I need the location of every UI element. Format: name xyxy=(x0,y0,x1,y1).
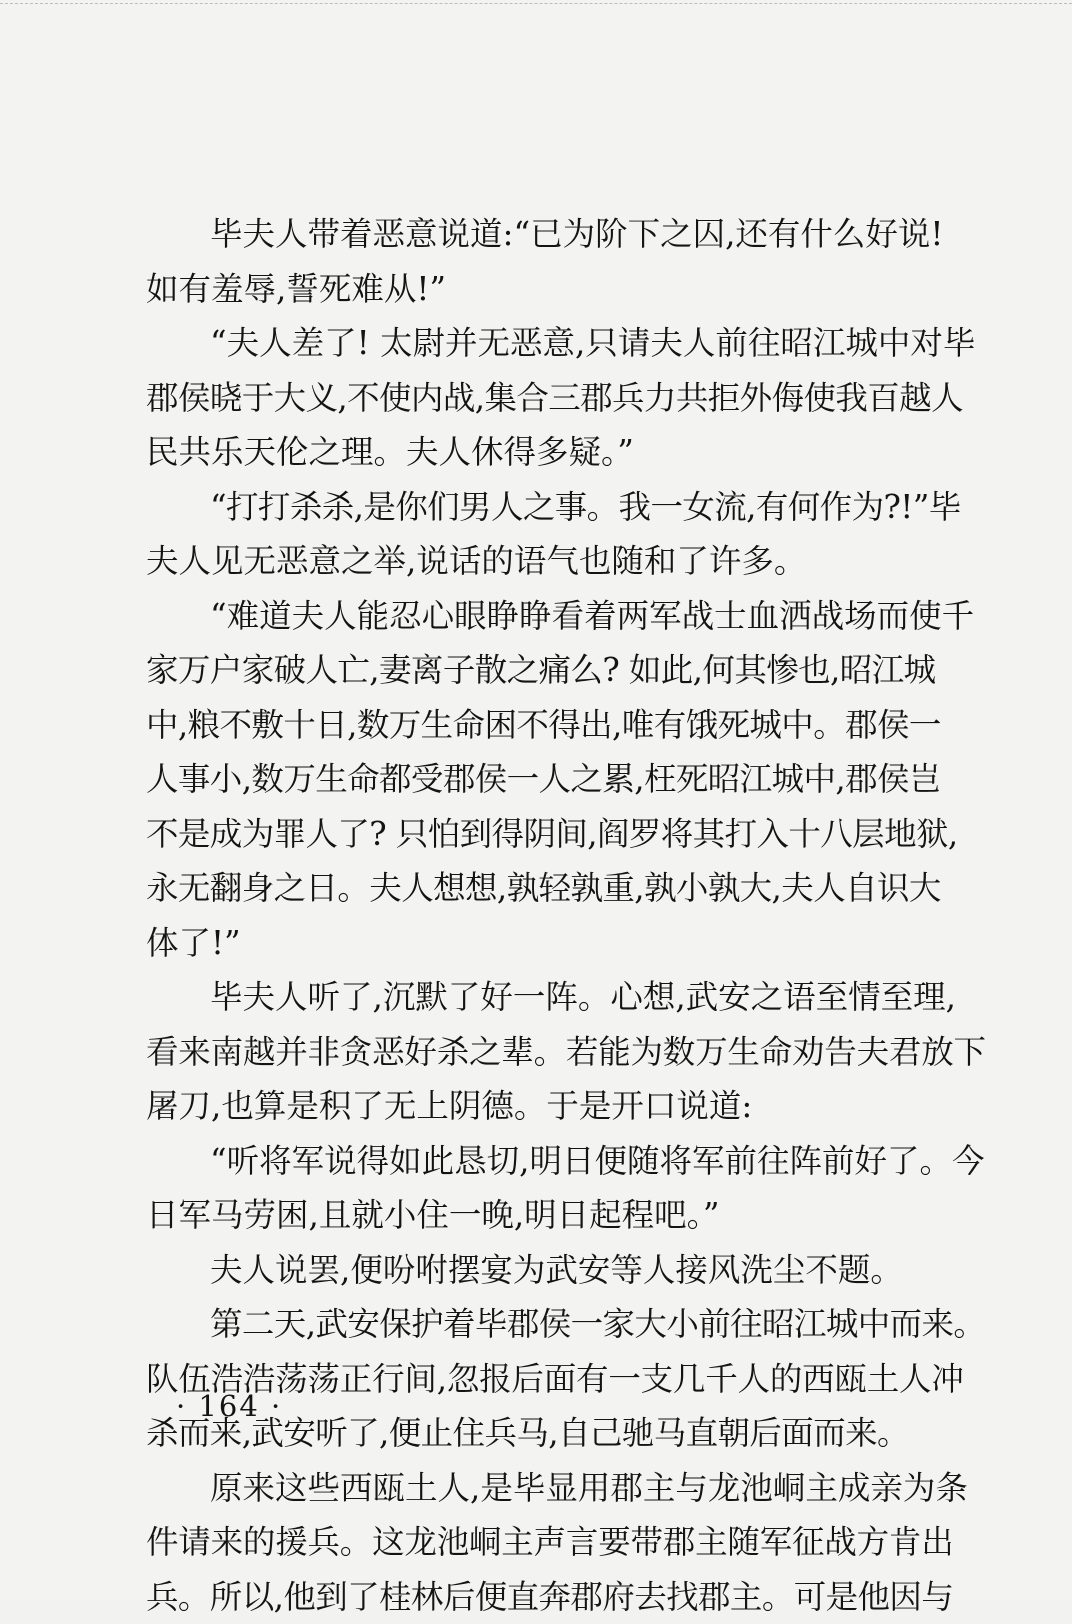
text-line: 件请来的援兵。这龙池峒主声言要带郡主随军征战方肯出 xyxy=(146,1515,946,1570)
text-line: 队伍浩浩荡荡正行间,忽报后面有一支几千人的西瓯土人冲 xyxy=(146,1352,946,1407)
page-number: · 164 · xyxy=(176,1386,282,1426)
text-line: 夫人见无恶意之举,说话的语气也随和了许多。 xyxy=(146,534,946,589)
text-line: 民共乐天伦之理。夫人休得多疑。” xyxy=(146,425,946,480)
text-line: 夫人说罢,便吩咐摆宴为武安等人接风洗尘不题。 xyxy=(146,1243,946,1298)
text-line: “难道夫人能忍心眼睁睁看着两军战士血洒战场而使千 xyxy=(146,589,946,644)
text-line: 郡侯晓于大义,不使内战,集合三郡兵力共拒外侮使我百越人 xyxy=(146,371,946,426)
text-line: 如有羞辱,誓死难从!” xyxy=(146,262,946,317)
text-line: 兵。所以,他到了桂林后便直奔郡府去找郡主。可是他因与 xyxy=(146,1570,946,1624)
text-line: 日军马劳困,且就小住一晚,明日起程吧。” xyxy=(146,1188,946,1243)
text-line: 毕夫人听了,沉默了好一阵。心想,武安之语至情至理, xyxy=(146,970,946,1025)
text-line: 第二天,武安保护着毕郡侯一家大小前往昭江城中而来。 xyxy=(146,1297,946,1352)
text-line: 原来这些西瓯土人,是毕显用郡主与龙池峒主成亲为条 xyxy=(146,1461,946,1516)
text-line: 杀而来,武安听了,便止住兵马,自己驰马直朝后面而来。 xyxy=(146,1406,946,1461)
text-line: 中,粮不敷十日,数万生命困不得出,唯有饿死城中。郡侯一 xyxy=(146,698,946,753)
text-line: 不是成为罪人了? 只怕到得阴间,阎罗将其打入十八层地狱, xyxy=(146,807,946,862)
text-line: 人事小,数万生命都受郡侯一人之累,枉死昭江城中,郡侯岂 xyxy=(146,752,946,807)
text-line: “夫人差了! 太尉并无恶意,只请夫人前往昭江城中对毕 xyxy=(146,316,946,371)
text-line: 看来南越并非贪恶好杀之辈。若能为数万生命劝告夫君放下 xyxy=(146,1025,946,1080)
page-top-edge xyxy=(0,3,1072,5)
text-line: 屠刀,也算是积了无上阴德。于是开口说道: xyxy=(146,1079,946,1134)
text-line: 永无翻身之日。夫人想想,孰轻孰重,孰小孰大,夫人自识大 xyxy=(146,861,946,916)
text-line: “听将军说得如此恳切,明日便随将军前往阵前好了。今 xyxy=(146,1134,946,1189)
text-line: 家万户家破人亡,妻离子散之痛么? 如此,何其惨也,昭江城 xyxy=(146,643,946,698)
text-line: “打打杀杀,是你们男人之事。我一女流,有何作为?!”毕 xyxy=(146,480,946,535)
text-line: 体了!” xyxy=(146,916,946,971)
text-line: 毕夫人带着恶意说道:“已为阶下之囚,还有什么好说! xyxy=(146,207,946,262)
